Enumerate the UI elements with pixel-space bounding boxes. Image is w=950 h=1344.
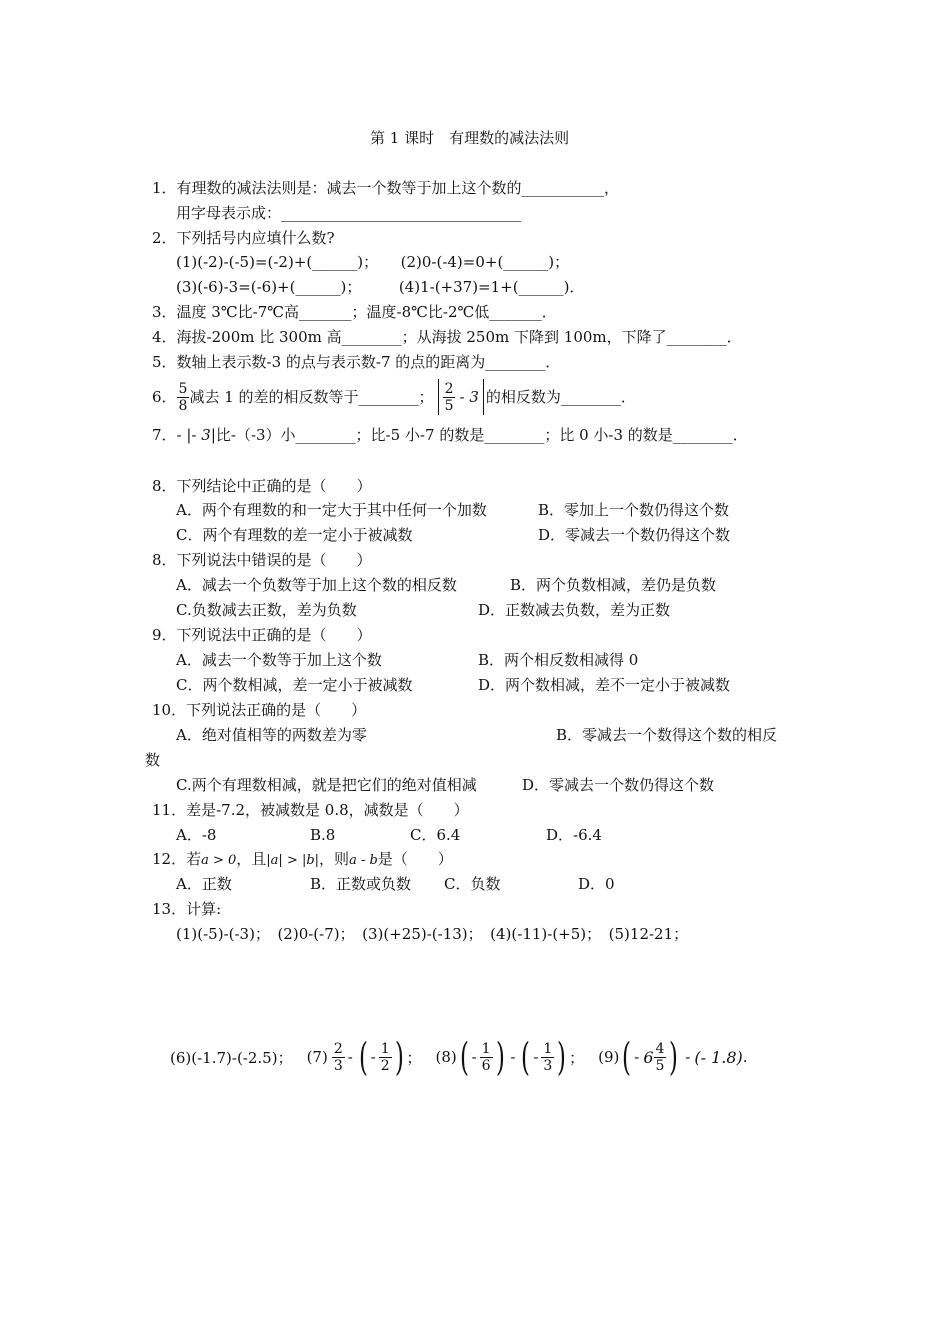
fraction-one-sixth: $\frac{1}{6}$ xyxy=(481,1040,491,1074)
question-8a-option-a: A．两个有理数的和一定大于其中任何一个加数 xyxy=(176,501,487,519)
question-11-option-d: D．-6.4 xyxy=(546,826,602,844)
question-12-pre: 12．若 xyxy=(152,850,202,868)
fraction-five-eighths: $\frac{5}{8}$ xyxy=(178,380,188,414)
question-2-stem: 2．下列括号内应填什么数? xyxy=(152,229,335,247)
abs-bar-left xyxy=(438,379,439,415)
question-12-option-d: D．0 xyxy=(578,875,615,893)
period: . xyxy=(742,1048,748,1066)
question-12-option-b: B．正数或负数 xyxy=(310,875,412,893)
expression-a-minus-b: a - b xyxy=(349,853,378,868)
fraction-two-fifths: $\frac{2}{5}$ xyxy=(444,380,454,414)
question-8b-option-b: B．两个负数相减，差仍是负数 xyxy=(510,576,717,594)
minus-three: - 3 xyxy=(459,388,479,406)
question-13-row1: (1)(-5)-(-3)； (2)0-(-7)； (3)(+25)-(-13)； (4)(-11)-(+5)； (5)12-21； xyxy=(176,925,689,943)
question-11-option-a: A．-8 xyxy=(176,826,217,844)
minus-sign: - xyxy=(347,1048,353,1066)
question-4: 4．海拔-200m 比 300m 高________；从海拔 250m 下降到 100m，下降了________． xyxy=(152,328,742,346)
fraction-two-thirds: $\frac{2}{3}$ xyxy=(333,1040,343,1074)
semicolon: ； xyxy=(406,1048,422,1067)
question-13-row2 xyxy=(170,1032,748,1082)
question-12-option-a: A．正数 xyxy=(176,875,232,893)
question-2-row2: (3)(-6)-3=(-6)+(______)； (4)1-(+37)=1+(______)． xyxy=(176,278,585,296)
question-7-text: 比-（-3）小________；比-5 小-7 的数是________；比 0 小-3 的数是________． xyxy=(215,426,748,444)
problem-8-label: (8) xyxy=(435,1048,457,1066)
question-9-option-b: B．两个相反数相减得 0 xyxy=(478,651,639,669)
question-6-text2: 的相反数为________． xyxy=(485,388,636,406)
minus-sign: - xyxy=(510,1048,516,1066)
question-9-option-a: A．减去一个数等于加上这个数 xyxy=(176,651,382,669)
condition-a-positive: a > 0 xyxy=(201,853,237,868)
question-12-option-c: C．负数 xyxy=(444,875,501,893)
paren-close: ) xyxy=(669,1035,679,1079)
semicolon: ； xyxy=(569,1048,585,1067)
paren-close: ) xyxy=(394,1035,404,1079)
question-11-option-b: B.8 xyxy=(310,826,336,844)
problem-9 xyxy=(598,1035,748,1079)
question-12-mid: ，且 xyxy=(236,850,267,868)
question-8a-option-d: D．零减去一个数仍得这个数 xyxy=(538,526,731,544)
problem-8 xyxy=(435,1035,585,1079)
question-8a-option-c: C．两个有理数的差一定小于被减数 xyxy=(176,526,413,544)
question-1-line2: 用字母表示成：________________________________ xyxy=(176,204,522,222)
question-number: 7． xyxy=(152,426,177,444)
question-10-stem: 10．下列说法正确的是（ ） xyxy=(152,701,367,719)
abs-expression: - |- 3| xyxy=(176,426,216,444)
paren-open: ( xyxy=(521,1035,531,1079)
question-6-text1: 减去 1 的差的相反数等于________； xyxy=(189,388,434,406)
fraction-four-fifths: $\frac{4}{5}$ xyxy=(655,1040,665,1074)
negative-sign: - xyxy=(471,1048,477,1066)
question-9-stem: 9．下列说法中正确的是（ ） xyxy=(152,626,372,644)
negative-sign: - xyxy=(370,1048,376,1066)
problem-7 xyxy=(306,1035,422,1079)
question-6 xyxy=(152,376,636,418)
abs-bar-right xyxy=(483,379,484,415)
fraction-one-half: $\frac{1}{2}$ xyxy=(380,1040,390,1074)
condition-abs-compare: |a| > |b| xyxy=(266,853,320,868)
question-11-option-c: C．6.4 xyxy=(410,826,461,844)
question-8a-stem: 8．下列结论中正确的是（ ） xyxy=(152,477,372,495)
question-8b-option-d: D．正数减去负数，差为正数 xyxy=(478,601,671,619)
question-10-option-a: A．绝对值相等的两数差为零 xyxy=(176,726,367,744)
question-8b-option-c: C.负数减去正数，差为负数 xyxy=(176,601,357,619)
question-10-option-b-wrap: 数 xyxy=(145,751,161,769)
negative-sign: - xyxy=(634,1048,640,1066)
question-8b-stem: 8．下列说法中错误的是（ ） xyxy=(152,551,372,569)
question-number: 6． xyxy=(152,388,177,406)
question-12-post: 是（ ） xyxy=(377,850,453,868)
question-5: 5．数轴上表示数-3 的点与表示数-7 的点的距离为________． xyxy=(152,353,561,371)
paren-open: ( xyxy=(459,1035,469,1079)
problem-6: (6)(-1.7)-(-2.5)； xyxy=(170,1048,293,1067)
question-10-option-b: B．零减去一个数得这个数的相反 xyxy=(556,726,778,744)
problem-7-label: (7) xyxy=(306,1048,328,1066)
question-11-stem: 11．差是-7.2，被减数是 0.8，减数是（ ） xyxy=(152,801,469,819)
paren-close: ) xyxy=(557,1035,567,1079)
negative-sign: - xyxy=(533,1048,539,1066)
question-12-stem xyxy=(152,849,453,871)
mixed-whole: 6 xyxy=(643,1047,654,1067)
question-9-option-d: D．两个数相减，差不一定小于被减数 xyxy=(478,676,731,694)
question-7 xyxy=(152,425,748,445)
question-10-option-d: D．零减去一个数仍得这个数 xyxy=(522,776,715,794)
question-10-option-c: C.两个有理数相减，就是把它们的绝对值相减 xyxy=(176,776,477,794)
page-title: 第 1 课时 有理数的减法法则 xyxy=(370,129,570,147)
paren-open: ( xyxy=(358,1035,368,1079)
question-1-line1: 1．有理数的减法法则是：减去一个数等于加上这个数的___________， xyxy=(152,179,620,197)
problem-9-label: (9) xyxy=(598,1048,620,1066)
question-9-option-c: C．两个数相减，差一定小于被减数 xyxy=(176,676,413,694)
question-2-row1: (1)(-2)-(-5)=(-2)+(______)； (2)0-(-4)=0+(______)； xyxy=(176,253,570,271)
negative-one-point-eight: (- 1.8) xyxy=(694,1047,743,1067)
minus-sign: - xyxy=(685,1048,691,1066)
question-8a-option-b: B．零加上一个数仍得这个数 xyxy=(538,501,730,519)
question-13-stem: 13．计算: xyxy=(152,900,222,918)
question-12-mid2: ，则 xyxy=(319,850,350,868)
question-3: 3．温度 3℃比-7℃高_______；温度-8℃比-2℃低_______． xyxy=(152,303,557,321)
paren-open: ( xyxy=(622,1035,632,1079)
fraction-one-third: $\frac{1}{3}$ xyxy=(543,1040,553,1074)
paren-close: ) xyxy=(495,1035,505,1079)
question-8b-option-a: A．减去一个负数等于加上这个数的相反数 xyxy=(176,576,457,594)
